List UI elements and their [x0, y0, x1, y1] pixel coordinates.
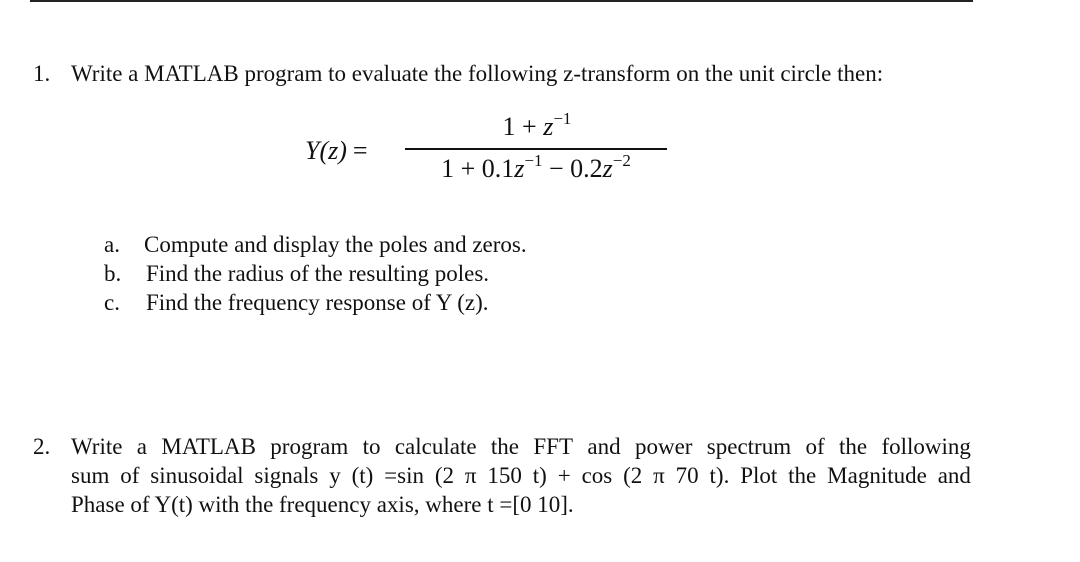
word: to	[362, 434, 381, 459]
word: following	[881, 434, 971, 459]
word: calculate	[394, 434, 477, 459]
denominator-variable-2: z	[602, 154, 613, 183]
word: t)	[532, 463, 547, 488]
word: (t)	[351, 463, 374, 488]
word: and	[587, 434, 621, 459]
question-2-number: 2.	[33, 434, 51, 459]
question-2-line-3: Phase of Y(t) with the frequency axis, where t =[0 10].	[71, 492, 574, 517]
subitem-letter: c.	[104, 290, 120, 315]
word: FFT	[533, 434, 574, 459]
word: (2	[623, 463, 643, 488]
numerator-exponent: −1	[553, 109, 572, 128]
denominator-part-1: 1 + 0.1	[441, 154, 515, 183]
question-2	[33, 432, 971, 519]
subitem-text: Find the frequency response of Y (z).	[146, 290, 489, 315]
denominator-part-2: − 0.2	[542, 154, 603, 183]
question-1-number: 1.	[33, 61, 51, 86]
denominator-variable-1: z	[514, 154, 525, 183]
question-1-subitems	[104, 230, 527, 317]
subitem-letter: b.	[104, 261, 122, 286]
equation-lhs	[305, 136, 368, 166]
numerator-variable: z	[543, 112, 554, 141]
word: and	[937, 463, 971, 488]
word: 70	[675, 463, 699, 488]
word: (2	[434, 463, 455, 488]
top-rule	[30, 0, 973, 2]
word: π	[653, 463, 665, 488]
word: program	[270, 434, 349, 459]
denominator-exponent-1: −1	[524, 151, 543, 170]
equation-equals: =	[352, 136, 368, 165]
word: y	[329, 463, 341, 488]
equation-numerator	[407, 109, 667, 142]
question-1	[33, 59, 883, 89]
fraction-bar	[405, 148, 667, 150]
word: +	[557, 463, 571, 488]
word: 150	[487, 463, 522, 488]
word: sinusoidal	[150, 463, 244, 488]
numerator-constant: 1 +	[502, 112, 544, 141]
word: the	[490, 434, 520, 459]
subitem-letter: a.	[104, 232, 120, 257]
subitem-c	[104, 288, 527, 317]
word: spectrum	[706, 434, 792, 459]
word: =sin	[384, 463, 424, 488]
word: t).	[709, 463, 730, 488]
word: Write	[71, 434, 123, 459]
subitem-text: Find the radius of the resulting poles.	[146, 261, 490, 286]
z-transform-equation	[305, 109, 685, 188]
equation-lhs-label: Y(z)	[305, 136, 347, 165]
word: cos	[581, 463, 613, 488]
question-2-line-2	[71, 461, 971, 490]
word: the	[839, 434, 868, 459]
subitem-a	[104, 230, 527, 259]
word: Plot	[740, 463, 778, 488]
word: MATLAB	[161, 434, 256, 459]
word: signals	[254, 463, 319, 488]
word: of	[805, 434, 825, 459]
subitem-b	[104, 259, 527, 288]
equation-denominator	[405, 151, 667, 184]
word: power	[634, 434, 693, 459]
word: π	[464, 463, 477, 488]
subitem-text: Compute and display the poles and zeros.	[144, 232, 527, 257]
word: Magnitude	[827, 463, 927, 488]
question-1-text: Write a MATLAB program to evaluate the following z-transform on the unit circle then:	[71, 61, 884, 86]
denominator-exponent-2: −2	[612, 151, 631, 170]
word: a	[136, 434, 148, 459]
word: of	[120, 463, 140, 488]
word: sum	[71, 463, 110, 488]
word: the	[788, 463, 817, 488]
question-2-line-1	[71, 432, 971, 461]
